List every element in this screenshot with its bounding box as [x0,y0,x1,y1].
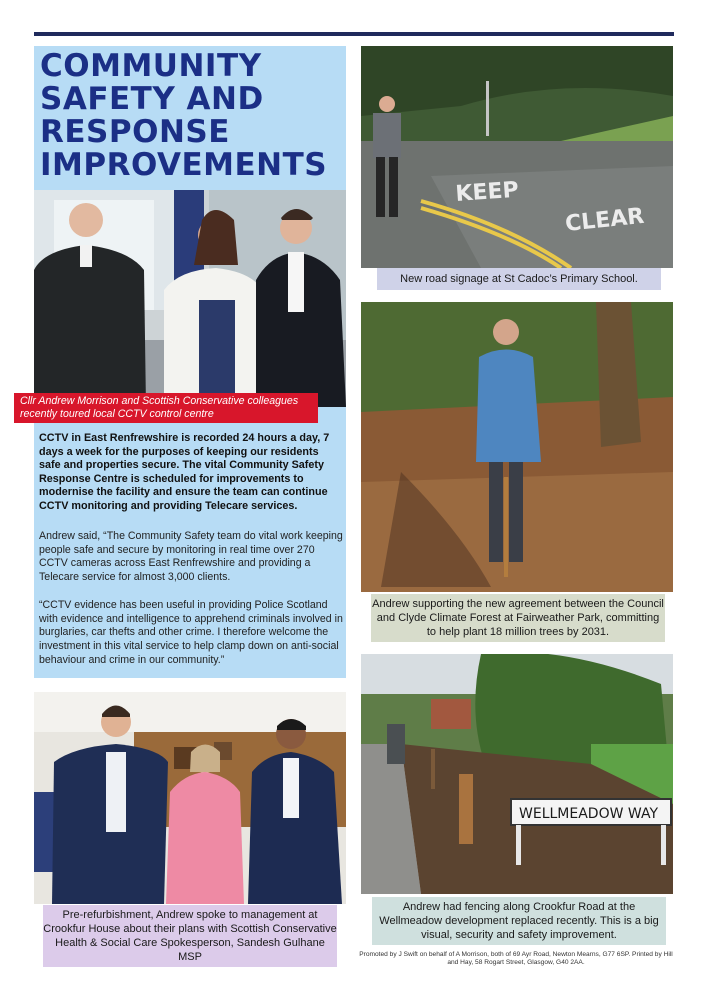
page-title [40,50,346,182]
caption-trees: Andrew supporting the new agreement between the Council and Clyde Climate Forest at Fairweather Park, committing to help plant 18 million trees by 2031. [371,594,665,642]
headline-line: SAFETY AND [40,81,264,117]
photo-caption-main: Cllr Andrew Morrison and Scottish Conservative colleagues recently toured local CCTV control centre [14,393,318,423]
caption-fencing: Andrew had fencing along Crookfur Road at the Wellmeadow development replaced recently. This is a big visual, security and safety improvement. [372,897,666,945]
caption-signage: New road signage at St Cadoc’s Primary School. [377,268,661,290]
imprint: Promoted by J Swift on behalf of A Morrison, both of 69 Ayr Road, Newton Mearns, G77 6SP. Printed by Hill and Hay, 58 Rogart Street, Glasgow, G40 2AA. [359,951,673,967]
lead-paragraph: CCTV in East Renfrewshire is recorded 24 hours a day, 7 days a week for the purposes of keeping our residents safe and properties secure. The vital Community Safety Response Centre is scheduled for improvements to modernise the facility and ensure the team can continue CCTV monitoring and providing Telecare services. [39,432,330,512]
body-paragraph: Andrew said, “The Community Safety team do vital work keeping people safe and secure by monitoring in real time over 270 CCTV cameras across East Renfrewshire and providing a Telecare service for almost 3,000 clients. [39,530,343,584]
street-sign-text: WELLMEADOW WAY [519,806,659,822]
headline-line: RESPONSE [40,114,230,150]
top-rule [34,32,674,36]
caption-crookfur-house: Pre-refurbishment, Andrew spoke to management at Crookfur House about their plans with Scottish Conservative Health & Social Care Spokesperson, Sandesh Gulhane MSP [43,905,337,967]
photo-road-signage [361,46,673,268]
headline-line: IMPROVEMENTS [40,147,328,183]
photo-tree-planting [361,302,673,592]
photo-cctv-visit [34,190,346,407]
headline-line: COMMUNITY [40,48,262,84]
photo-crookfur-house [34,692,346,904]
photo-wellmeadow-fencing [361,654,673,894]
body-paragraph: “CCTV evidence has been useful in providing Police Scotland with evidence and intelligence to apprehend criminals involved in burglaries, car thefts and other crime. I therefore welcome the investment in this vital service to help clamp down on anti-social behaviour and crime in our community.” [39,599,343,666]
road-marking-keep: KEEP [454,177,520,207]
road-marking-clear: CLEAR [564,203,646,237]
